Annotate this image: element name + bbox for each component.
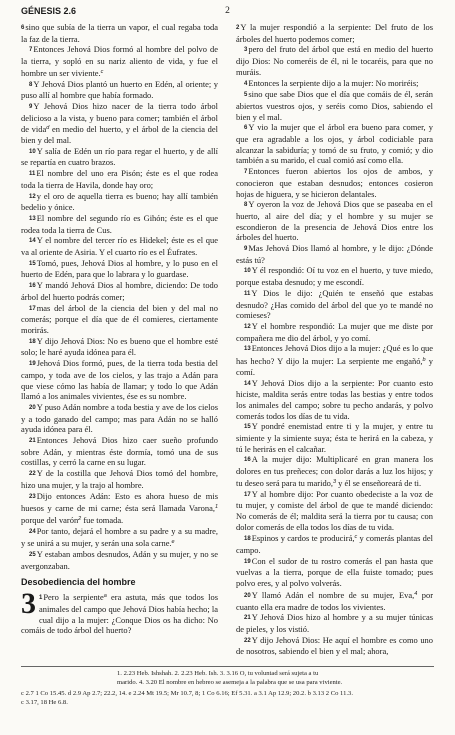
footnote-marker: e	[171, 539, 175, 546]
verse-text: Y dijo Jehová Dios: No es bueno que el hombre esté solo; le haré ayuda idónea para él.	[21, 335, 218, 358]
footnote-rule	[21, 666, 434, 667]
verse-text: Entonces Jehová Dios formó al hombre del polvo de la tierra, y sopló en su nariz aliento de vida, y fue el hombre un ser viviente.	[21, 44, 218, 78]
verse-number: 22	[29, 471, 36, 478]
verse	[236, 122, 433, 166]
verse-text: El nombre del segundo río es Gihón; éste es el que rodea toda la tierra de Cus.	[21, 212, 218, 235]
verse-text: por cuanto ella era madre de todos los vivientes.	[236, 589, 434, 612]
verse	[21, 358, 218, 402]
verse-text: Entonces la serpiente dijo a la mujer: No moriréis;	[248, 77, 419, 88]
footnote-marker: c	[354, 534, 358, 541]
verse-text: Mas Jehová Dios llamó al hombre, y le dijo: ¿Dónde estás tú?	[236, 243, 433, 265]
section-heading: Desobediencia del hombre	[21, 577, 136, 588]
verse	[236, 166, 433, 199]
verse-text: Por tanto, dejará el hombre a su padre y a su madre, y se unirá a su mujer, y serán una sola carne.	[21, 525, 218, 549]
verse-number: 5	[244, 92, 248, 99]
verse-number: 6	[21, 25, 25, 31]
verse-text: y comerás plantas del campo.	[236, 533, 433, 556]
verse-text: Y Jehová Dios hizo al hombre y a su mujer túnicas de pieles, y los vistió.	[236, 612, 433, 634]
right-column	[236, 22, 433, 657]
verse	[21, 213, 218, 235]
verse-number: 24	[29, 528, 36, 535]
footnote-marker: d	[46, 125, 50, 132]
verse	[21, 549, 218, 571]
verse-text: y comí.	[236, 356, 434, 377]
verse-text: Entonces Jehová Dios dijo a la mujer: ¿Qué es lo que has hecho? Y dijo la mujer: La serpiente me engañó,	[236, 343, 433, 367]
verse	[236, 243, 433, 265]
verse	[236, 288, 433, 321]
footnote-marker: 4	[414, 590, 418, 597]
verse	[21, 435, 218, 468]
verse-number: 2	[236, 25, 240, 31]
verse-text: Jehová Dios formó, pues, de la tierra toda bestia del campo, y toda ave de los cielos, y las trajo a Adán para que viese cómo las había de llamar; y todo lo que Adán llamó a los animales vivientes, ése es su nombre.	[21, 358, 218, 402]
footnote-marker: b	[422, 357, 426, 364]
verse-number: 20	[244, 592, 251, 599]
verse-number: 11	[29, 171, 36, 178]
verse-number: 20	[29, 404, 36, 411]
verse-number: 8	[29, 81, 33, 88]
verse-number: 16	[244, 457, 251, 464]
verse	[21, 336, 218, 358]
verse-number: 17	[29, 305, 36, 312]
verse-text: Y salía de Edén un río para regar el huerto, y de allí se repartía en cuatro brazos.	[21, 145, 218, 168]
verse-number: 8	[244, 202, 248, 209]
verse-text: Dijo entonces Adán: Esto es ahora hueso de mis huesos y carne de mi carne; ésta será llamada Varona,	[21, 490, 218, 514]
verse-text: Y llamó Adán el nombre de su mujer, Eva,	[251, 589, 415, 600]
verse	[236, 589, 433, 612]
verse	[21, 101, 218, 146]
verse	[236, 454, 433, 488]
verse	[236, 265, 433, 287]
verse-number: 18	[244, 536, 251, 543]
verse	[21, 258, 218, 280]
verse	[236, 421, 433, 454]
chapter-opening	[21, 587, 218, 636]
verse-number: 9	[29, 103, 33, 110]
chapter-number: 3	[21, 587, 36, 621]
verse-number: 10	[29, 148, 36, 155]
verse-number: 13	[244, 346, 251, 353]
page-header	[21, 6, 434, 20]
verse-text: sino que subía de la tierra un vapor, el cual regaba toda la faz de la tierra.	[21, 22, 218, 44]
verse-number: 14	[29, 238, 36, 245]
verse-text: Y Jehová Dios hizo nacer de la tierra todo árbol delicioso a la vista, y bueno para comer; también el árbol de vida	[21, 100, 218, 135]
footnotes	[21, 666, 434, 707]
footnote-line: marido. 4. 3.20 El nombre en hebreo se asemeja a la palabra que se usa para viviente.	[117, 679, 343, 686]
footnote-marker: a	[103, 593, 107, 600]
verse-number: 15	[244, 424, 251, 431]
verse-text: Y la mujer respondió a la serpiente: Del fruto de los árboles del huerto podemos comer;	[236, 22, 433, 44]
verse	[236, 532, 433, 555]
verse	[236, 489, 433, 533]
verse-text: Y él respondió: Oí tu voz en el huerto, y tuve miedo, porque estaba desnudo; y me escondí.	[236, 265, 433, 288]
verse	[21, 280, 218, 302]
verse-number: 15	[29, 260, 36, 267]
verse-number: 17	[244, 491, 251, 498]
page-number: 2	[225, 6, 230, 16]
verse-number: 13	[29, 215, 36, 222]
verse	[236, 556, 433, 589]
verse-number: 19	[29, 361, 36, 368]
verse-text: mas del árbol de la ciencia del bien y del mal no comerás; porque el día que de él comieres, ciertamente morirás.	[21, 302, 218, 335]
verse-text: y el oro de aquella tierra es bueno; hay allí también bedelio y ónice.	[21, 190, 218, 213]
verse-text: Y puso Adán nombre a toda bestia y ave de los cielos y a todo ganado del campo; mas para Adán no se halló ayuda idónea para él.	[21, 401, 218, 435]
verse-number: 9	[244, 246, 248, 253]
verse-number: 3	[244, 47, 248, 54]
verse-text: Y al hombre dijo: Por cuanto obedeciste a la voz de tu mujer, y comiste del árbol de que te mandé diciendo: No comerás de él; maldita será la tierra por tu causa; con dolor comerás de ella todos los días de tu vida.	[236, 488, 433, 532]
footnote-line: 1. 2.23 Heb. Ishshah. 2. 2.23 Heb. Ish. 3. 3.16 O, tu voluntad será sujeta a tu	[117, 670, 319, 677]
verse-text: Y el nombre del tercer río es Hidekel; éste es el que va al oriente de Asiria. Y el cuarto río es el Éufrates.	[21, 235, 218, 258]
verse-number: 18	[29, 338, 36, 345]
verse-number: 1	[39, 595, 43, 602]
cross-references	[21, 689, 434, 707]
verse-text: en medio del huerto, y el árbol de la ciencia del bien y del mal.	[21, 124, 218, 146]
verse-number: 7	[244, 169, 248, 176]
verse-text: Y de la costilla que Jehová Dios tomó del hombre, hizo una mujer, y la trajo al hombre.	[21, 468, 218, 490]
crossref-line: c 3.17, 18 He 6.8.	[21, 699, 68, 706]
verse	[236, 378, 433, 422]
verse-text: y él se enseñoreará de ti.	[336, 477, 422, 488]
verse	[236, 44, 433, 77]
verse-text: Y mandó Jehová Dios al hombre, diciendo: De todo árbol del huerto podrás comer;	[21, 280, 218, 302]
footnote-marker: 1	[214, 504, 218, 511]
verse	[21, 191, 218, 213]
verse-number: 23	[29, 493, 36, 500]
footnote-marker: 2	[78, 515, 82, 522]
verse	[236, 635, 433, 657]
verse	[236, 199, 433, 243]
footnote-marker: 3	[333, 478, 337, 485]
verse-text: Con el sudor de tu rostro comerás el pan hasta que vuelvas a la tierra, porque de ella fuiste tomado; pues polvo eres, y al polvo volverás.	[236, 555, 433, 589]
verse-text: era astuta, más que todos los animales del campo que Jehová Dios había hecho; la cual dijo a la mujer: ¿Conque Dios os ha dicho: No comáis de todo árbol del huerto?	[21, 592, 218, 636]
verse-number: 16	[29, 283, 36, 290]
verse-text: Y pondré enemistad entre ti y la mujer, y entre tu simiente y la simiente suya; ésta te herirá en la cabeza, y tú le herirás en el calcañar.	[236, 421, 433, 454]
crossref-line: c 2.7 1 Co 15.45. d 2.9 Ap 2.7; 22.2, 14. e 2.24 Mt 19.5; Mr 10.7, 8; 1 Co 6.16; Ef 5.31. a 3.1 Ap 12.9; 20.2. b 3.13 2 Co 11.3.	[21, 690, 354, 697]
verse-text: fue tomada.	[81, 514, 124, 525]
verse-number: 21	[244, 615, 251, 622]
verse-text: Espinos y cardos te producirá,	[251, 533, 355, 544]
left-column	[21, 22, 218, 636]
verse-text: A la mujer dijo: Multiplicaré en gran manera los dolores en tus preñeces; con dolor darás a luz los hijos; y tu deseo será para tu marido,	[236, 454, 433, 488]
verse-text: El nombre del uno era Pisón; éste es el que rodea toda la tierra de Havila, donde hay oro;	[21, 168, 218, 190]
verse-text: Entonces fueron abiertos los ojos de ambos, y conocieron que estaban desnudos; entonces cosieron hojas de higuera, y se hicieron delantales.	[236, 166, 433, 199]
verse	[236, 89, 433, 122]
verse	[21, 235, 218, 257]
verse-text: porque del varón	[21, 514, 79, 525]
verse-text: Y oyeron la voz de Jehová Dios que se paseaba en el huerto, al aire del día; y el hombre y su mujer se escondieron de la presencia de Jehová Dios entre los árboles del huerto.	[236, 199, 433, 243]
verse-number: 11	[244, 290, 251, 297]
verse	[21, 303, 218, 336]
verse	[21, 22, 218, 44]
verse-text: Y dijo Jehová Dios: He aquí el hombre es como uno de nosotros, sabiendo el bien y el mal; ahora,	[236, 634, 433, 657]
verse	[21, 79, 218, 101]
verse	[21, 468, 218, 490]
verse-number: 25	[29, 552, 36, 559]
verse-text: Tomó, pues, Jehová Dios al hombre, y lo puso en el huerto de Edén, para que lo labrara y lo guardase.	[21, 257, 218, 280]
verse-text: Y Jehová Dios plantó un huerto en Edén, al oriente; y puso allí al hombre que había formado.	[21, 78, 218, 101]
verse-number: 12	[244, 323, 251, 330]
verse	[21, 168, 218, 190]
verse-number: 19	[244, 558, 251, 565]
verse-text: Y Jehová Dios dijo a la serpiente: Por cuanto esto hiciste, maldita serás entre todas las bestias y entre todos los animales del campo; sobre tu pecho andarás, y polvo comerás todos los días de tu vida.	[236, 377, 433, 421]
verse-text: Y estaban ambos desnudos, Adán y su mujer, y no se avergonzaban.	[21, 549, 218, 571]
verse-number: 14	[244, 380, 251, 387]
running-head: GÉNESIS 2.6	[21, 6, 77, 16]
verse	[236, 612, 433, 634]
verse-text: sino que sabe Dios que el día que comáis de él, serán abiertos vuestros ojos, y seréis como Dios, sabiendo el bien y el mal.	[236, 89, 433, 122]
verse	[236, 321, 433, 343]
verse	[236, 78, 433, 90]
verse-number: 22	[244, 637, 251, 644]
verse-number: 10	[244, 268, 251, 275]
verse	[21, 491, 218, 526]
verse-number: 6	[244, 125, 248, 132]
verse	[21, 402, 218, 435]
verse-number: 21	[29, 438, 36, 445]
verse-text: Y vio la mujer que el árbol era bueno para comer, y que era agradable a los ojos, y árbol codiciable para alcanzar la sabiduría; y tomó de su fruto, y comió; y dio también a su marido, el cual comió así como ella.	[236, 122, 433, 166]
verse	[21, 526, 218, 549]
verse	[21, 146, 218, 168]
verse	[236, 22, 433, 44]
verse-number: 7	[29, 47, 33, 54]
verse	[21, 44, 218, 78]
verse-text: Pero la serpiente	[43, 592, 104, 603]
verse	[236, 343, 433, 377]
verse-text: Y el hombre respondió: La mujer que me diste por compañera me dio del árbol, y yo comí.	[236, 320, 433, 343]
verse-number: 4	[244, 80, 248, 87]
verse-text: Y Dios le dijo: ¿Quién te enseñó que estabas desnudo? ¿Has comido del árbol del que yo te mandé no comieses?	[236, 287, 433, 321]
verse-text: pero del fruto del árbol que está en medio del huerto dijo Dios: No comeréis de él, ni le tocaréis, para que no muráis.	[236, 44, 433, 77]
verse-text: Entonces Jehová Dios hizo caer sueño profundo sobre Adán, y mientras éste dormía, tomó una de sus costillas, y cerró la carne en su lugar.	[21, 435, 218, 468]
verse-number: 12	[29, 193, 36, 200]
footnote-marker: c	[100, 68, 104, 75]
